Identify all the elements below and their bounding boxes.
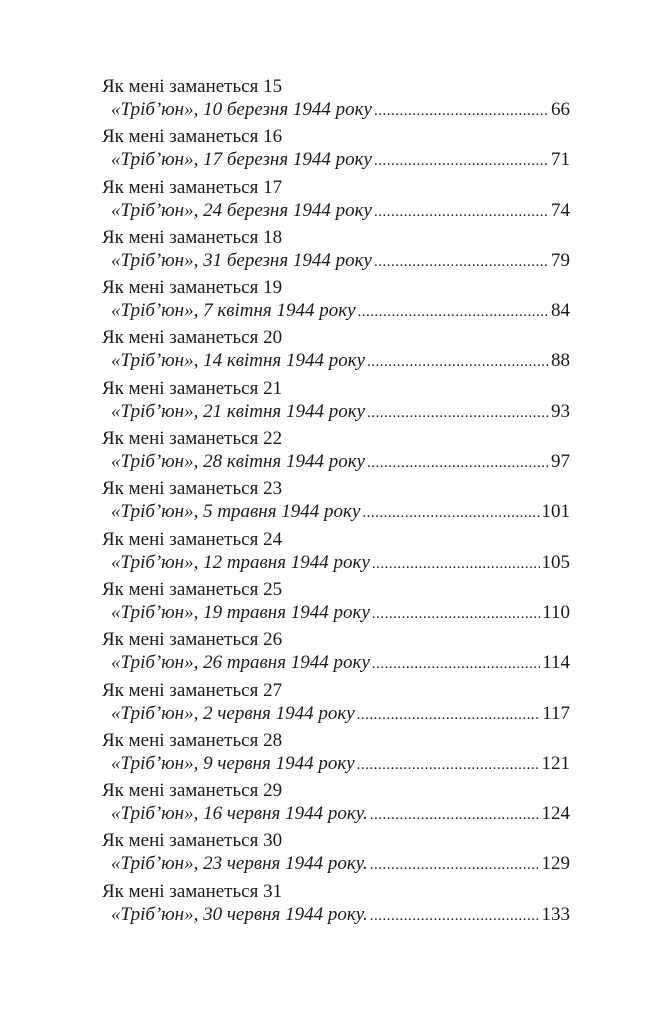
entry-source: «Тріб’юн», 9 червня 1944 року	[111, 752, 355, 774]
entry-title: Як мені заманеться 24	[102, 528, 283, 550]
entry-title: Як мені заманеться 21	[102, 377, 283, 399]
dot-leader	[374, 250, 549, 274]
entry-source-line	[111, 249, 570, 274]
entry-source: «Тріб’юн», 12 травня 1944 року	[111, 551, 370, 573]
dot-leader	[372, 602, 540, 626]
entry-title: Як мені заманеться 18	[102, 226, 283, 248]
entry-source-line	[111, 852, 570, 877]
page-number: 84	[551, 300, 570, 322]
page-number: 110	[542, 601, 570, 623]
entry-source-line	[111, 601, 570, 626]
entry-source: «Тріб’юн», 14 квітня 1944 року	[111, 350, 366, 372]
page-number: 93	[551, 400, 570, 422]
entry-title: Як мені заманеться 29	[102, 780, 283, 802]
entry-source-line	[111, 651, 570, 676]
entry-source: «Тріб’юн», 17 березня 1944 року	[111, 149, 372, 171]
dot-leader	[357, 703, 541, 727]
page-number: 88	[551, 350, 570, 372]
toc-entry	[102, 277, 570, 327]
entry-source-line	[111, 551, 570, 576]
entry-source: «Тріб’юн», 19 травня 1944 року	[111, 601, 370, 623]
toc-entry	[102, 579, 570, 629]
toc-entry	[102, 478, 570, 528]
dot-leader	[374, 200, 549, 224]
entry-title: Як мені заманеться 27	[102, 679, 283, 701]
toc-entry	[102, 227, 570, 277]
page-number: 117	[542, 702, 570, 724]
toc-entry	[102, 881, 570, 931]
entry-title: Як мені заманеться 23	[102, 478, 283, 500]
dot-leader	[372, 552, 540, 576]
page-number: 114	[542, 652, 570, 674]
page-number: 71	[551, 149, 570, 171]
entry-title: Як мені заманеться 22	[102, 428, 283, 450]
entry-title: Як мені заманеться 28	[102, 729, 283, 751]
dot-leader	[370, 803, 540, 827]
entry-title: Як мені заманеться 20	[102, 327, 283, 349]
page-number: 79	[551, 249, 570, 271]
entry-source: «Тріб’юн», 23 червня 1944 року.	[111, 853, 368, 875]
entry-source-line	[111, 199, 570, 224]
toc-entry	[102, 126, 570, 176]
toc-entry	[102, 428, 570, 478]
entry-source: «Тріб’юн», 5 травня 1944 року	[111, 501, 361, 523]
table-of-contents	[102, 76, 570, 931]
toc-entry	[102, 780, 570, 830]
toc-entry	[102, 378, 570, 428]
entry-title: Як мені заманеться 19	[102, 277, 283, 299]
page-number: 121	[541, 752, 570, 774]
entry-source-line	[111, 98, 570, 123]
entry-source: «Тріб’юн», 7 квітня 1944 року	[111, 300, 356, 322]
entry-source: «Тріб’юн», 31 березня 1944 року	[111, 249, 372, 271]
entry-title: Як мені заманеться 25	[102, 578, 283, 600]
toc-entry	[102, 730, 570, 780]
dot-leader	[358, 300, 549, 324]
dot-leader	[367, 350, 549, 374]
page-number: 129	[541, 853, 570, 875]
entry-source-line	[111, 299, 570, 324]
entry-source-line	[111, 500, 570, 525]
dot-leader	[362, 501, 539, 525]
page-number: 133	[541, 903, 570, 925]
entry-title: Як мені заманеться 16	[102, 126, 283, 148]
page-number: 97	[551, 451, 570, 473]
page-number: 66	[551, 99, 570, 120]
toc-entry	[102, 177, 570, 227]
entry-source-line	[111, 148, 570, 173]
page-number: 105	[541, 551, 570, 573]
entry-source: «Тріб’юн», 30 червня 1944 року.	[111, 903, 368, 925]
toc-entry	[102, 529, 570, 579]
toc-entry	[102, 629, 570, 679]
dot-leader	[357, 753, 540, 777]
entry-title: Як мені заманеться 26	[102, 629, 283, 651]
toc-entry	[102, 680, 570, 730]
entry-source: «Тріб’юн», 16 червня 1944 року.	[111, 803, 368, 825]
entry-source: «Тріб’юн», 24 березня 1944 року	[111, 199, 372, 221]
dot-leader	[367, 451, 549, 475]
entry-source-line	[111, 903, 570, 928]
dot-leader	[374, 149, 549, 173]
toc-entry	[102, 327, 570, 377]
entry-source-line	[111, 802, 570, 827]
page-number: 124	[541, 803, 570, 825]
dot-leader	[372, 652, 540, 676]
dot-leader	[374, 99, 549, 123]
dot-leader	[370, 904, 540, 928]
entry-source-line	[111, 349, 570, 374]
dot-leader	[370, 853, 540, 877]
toc-entry	[102, 830, 570, 880]
entry-source-line	[111, 702, 570, 727]
entry-source-line	[111, 450, 570, 475]
dot-leader	[367, 401, 549, 425]
entry-title: Як мені заманеться 15	[102, 76, 283, 97]
entry-title: Як мені заманеться 30	[102, 830, 283, 852]
entry-title: Як мені заманеться 31	[102, 880, 283, 902]
entry-source: «Тріб’юн», 26 травня 1944 року	[111, 652, 370, 674]
page-number: 101	[541, 501, 570, 523]
entry-title: Як мені заманеться 17	[102, 176, 283, 198]
entry-source: «Тріб’юн», 28 квітня 1944 року	[111, 451, 366, 473]
entry-source: «Тріб’юн», 21 квітня 1944 року	[111, 400, 366, 422]
entry-source-line	[111, 400, 570, 425]
entry-source: «Тріб’юн», 10 березня 1944 року	[111, 99, 372, 120]
page-number: 74	[551, 199, 570, 221]
toc-entry	[102, 76, 570, 126]
entry-source-line	[111, 752, 570, 777]
entry-source: «Тріб’юн», 2 червня 1944 року	[111, 702, 355, 724]
